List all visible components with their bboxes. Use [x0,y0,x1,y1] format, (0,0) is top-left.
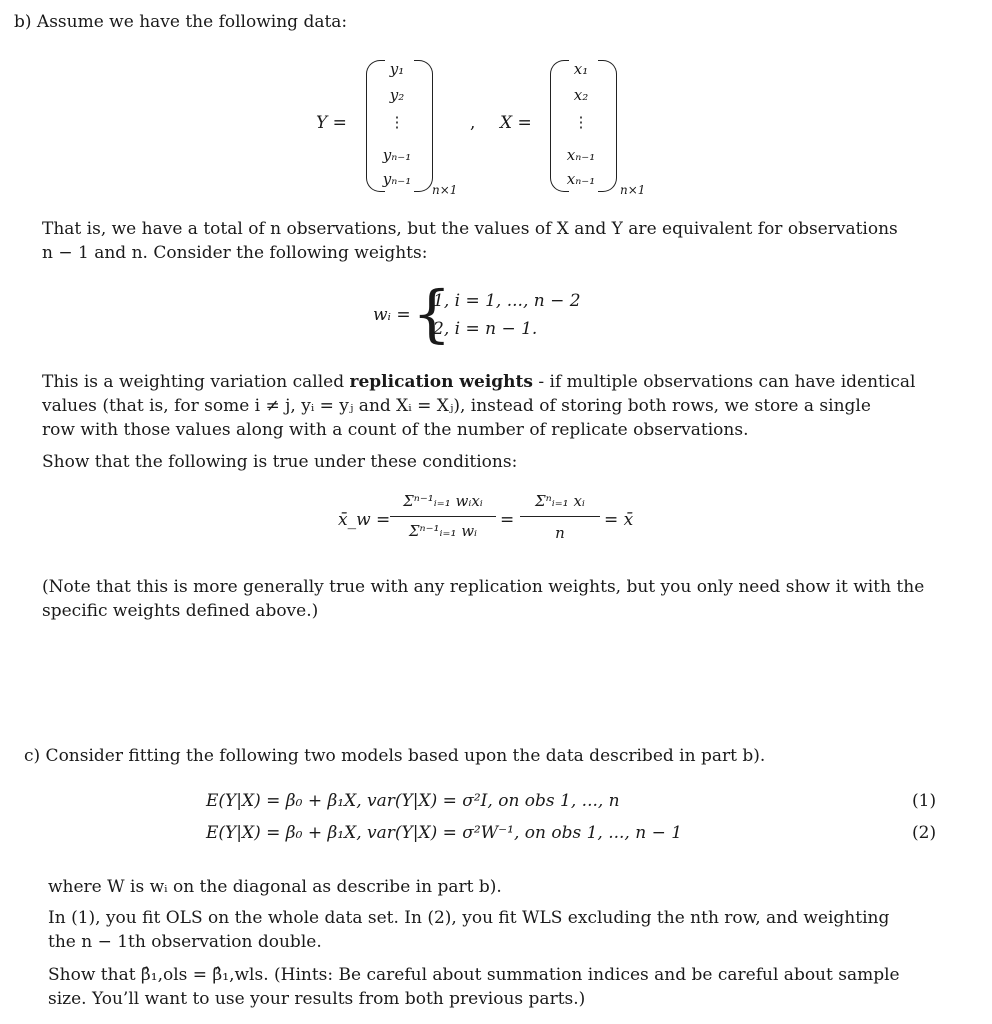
weight-sum-denominator: Σⁿ⁻¹ᵢ₌₁ wᵢ [408,522,478,540]
model-1-number: (1) [912,791,937,811]
show-that-prompt: Show that the following is true under these conditions: [42,452,518,472]
observations-paragraph [42,217,932,265]
vector-x-entry-n-1b: xₙ₋₁ [566,170,596,188]
vector-separator-comma: , [470,113,476,133]
weights-brace: { [412,277,452,350]
vector-y-dimension: n×1 [432,183,458,197]
weighted-mean-lhs: x̄_w = [338,510,391,530]
w-definition: where W is wᵢ on the diagonal as describe in part b). [48,877,502,897]
show-beta-line-1: Show that β̂₁,ols = β̂₁,wls. (Hints: Be careful about summation indices and be careful about sample [48,965,900,985]
weights-case-2: 2, i = n − 1. [433,319,538,339]
replication-line-1 [42,370,932,394]
model-2-equation: E(Y|X) = β₀ + β₁X, var(Y|X) = σ²W⁻¹, on obs 1, ..., n − 1 [206,823,683,843]
vector-x-dimension: n×1 [620,183,646,197]
vector-y-entry-n-1a: yₙ₋₁ [382,146,412,164]
replication-line-1-post: - if multiple observations can have identical [532,372,916,392]
sample-mean-rhs: = x̄ [604,510,634,530]
replication-line-1-pre: This is a weighting variation called [42,372,350,392]
weights-lhs: wᵢ = [373,305,411,325]
vector-x-label: X = [500,113,532,133]
weighted-sum-numerator: Σⁿ⁻¹ᵢ₌₁ wᵢxᵢ [403,492,483,510]
vector-y-entry-2: y₂ [389,86,405,104]
observations-line-2: n − 1 and n. Consider the following weights: [42,243,428,263]
vector-y-label: Y = [316,113,347,133]
vector-x-entry-1: x₁ [573,60,589,78]
note-line-2: specific weights defined above.) [42,601,319,621]
part-b-heading: b) Assume we have the following data: [14,12,348,32]
fitting-line-2: the n − 1th observation double. [48,932,322,952]
vector-y-entry-1: y₁ [389,60,405,78]
vector-x-entry-2: x₂ [573,86,589,104]
plain-sum-denominator: n [555,524,565,542]
model-2-number: (2) [912,823,937,843]
equals-sign: = [500,510,515,530]
part-c-heading: c) Consider fitting the following two models based upon the data described in part b). [24,746,766,766]
plain-sum-numerator: Σⁿᵢ₌₁ xᵢ [535,492,585,510]
show-beta-paragraph [48,963,938,1011]
vector-x-entry-n-1a: xₙ₋₁ [566,146,596,164]
fraction-bar-1 [390,516,496,517]
replication-paragraph [42,370,932,442]
note-line-1: (Note that this is more generally true with any replication weights, but you only need show it with the [42,577,925,597]
model-1-equation: E(Y|X) = β₀ + β₁X, var(Y|X) = σ²I, on obs 1, ..., n [206,791,620,811]
replication-line-2: values (that is, for some i ≠ j, yᵢ = yⱼ and Xᵢ = Xⱼ), instead of storing both rows, we store a single [42,396,871,416]
vector-y-entry-n-1b: yₙ₋₁ [382,170,412,188]
observations-line-1: That is, we have a total of n observations, but the values of X and Y are equivalent for observations [42,219,898,239]
vector-x-entry-vdots: ⋮ [573,113,589,131]
replication-weights-term: replication weights [349,372,533,392]
fitting-line-1: In (1), you fit OLS on the whole data set. In (2), you fit WLS excluding the nth row, and weighting [48,908,890,928]
vector-y-entry-vdots: ⋮ [389,113,405,131]
show-beta-line-2: size. You’ll want to use your results from both previous parts.) [48,989,586,1009]
note-paragraph [42,575,932,623]
fitting-paragraph [48,906,938,954]
replication-line-3: row with those values along with a count of the number of replicate observations. [42,420,749,440]
fraction-bar-2 [520,516,600,517]
weights-case-1: 1, i = 1, ..., n − 2 [433,291,581,311]
